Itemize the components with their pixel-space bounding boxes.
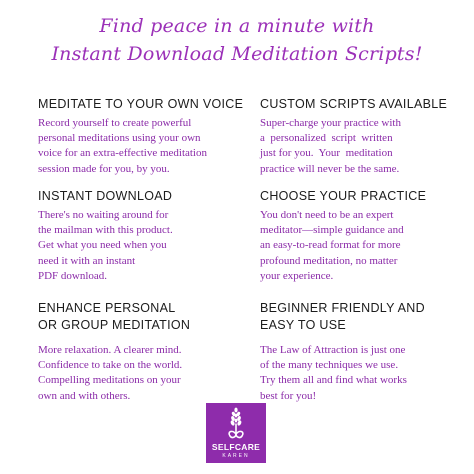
feature-body xyxy=(38,208,238,284)
feature-body xyxy=(260,116,460,177)
feature-heading-line: EASY TO USE xyxy=(260,318,346,332)
feature-beginner-friendly xyxy=(260,300,460,404)
feature-body-line: More relaxation. A clearer mind. xyxy=(38,344,182,356)
feature-enhance-meditation xyxy=(38,300,238,404)
feature-body-line: The Law of Attraction is just one xyxy=(260,344,406,356)
feature-body-line: Get what you need when you xyxy=(38,239,167,252)
feature-custom-scripts xyxy=(260,96,460,177)
feature-heading-line: MEDITATE TO YOUR OWN VOICE xyxy=(38,97,244,111)
feature-body-line: There's no waiting around for xyxy=(38,209,169,221)
logo-title: SELFCARE xyxy=(211,442,261,452)
feature-heading-line: CUSTOM SCRIPTS AVAILABLE xyxy=(260,97,448,111)
feature-body-line: voice for an extra-effective meditation xyxy=(38,147,207,160)
feature-heading-line: OR GROUP MEDITATION xyxy=(38,318,191,332)
feature-body xyxy=(260,343,460,404)
feature-body-line: best for you! xyxy=(260,389,317,402)
feature-body-line: Super-charge your practice with xyxy=(260,117,401,129)
lavender-icon xyxy=(223,407,249,443)
feature-heading-line: INSTANT DOWNLOAD xyxy=(38,189,173,203)
feature-body-line: Record yourself to create powerful xyxy=(38,117,192,129)
headline-line-1: Find peace in a minute with xyxy=(99,15,375,37)
feature-heading-line: ENHANCE PERSONAL xyxy=(38,301,176,315)
feature-body-line: need it with an instant xyxy=(38,254,136,267)
feature-heading xyxy=(38,300,238,334)
feature-heading-line: BEGINNER FRIENDLY AND xyxy=(260,301,425,315)
feature-body-line: own and with others. xyxy=(38,389,131,402)
feature-body-line: Try them all and find what works xyxy=(260,374,407,387)
feature-body-line: your experience. xyxy=(260,269,334,282)
feature-body-line: of the many techniques we use. xyxy=(260,359,399,372)
feature-body-line: You don't need to be an expert xyxy=(260,209,394,221)
headline-line-2: Instant Download Meditation Scripts! xyxy=(51,43,423,65)
feature-body-line: meditator—simple guidance and xyxy=(260,224,404,237)
feature-body xyxy=(38,116,238,177)
feature-body-line: session made for you, by you. xyxy=(38,162,170,175)
feature-heading xyxy=(260,300,460,334)
feature-heading xyxy=(260,188,460,205)
logo-subtitle: KAREN xyxy=(222,453,250,459)
feature-instant-download xyxy=(38,188,238,284)
feature-choose-practice xyxy=(260,188,460,284)
feature-body-line: Compelling meditations on your xyxy=(38,374,181,387)
feature-meditate-own-voice xyxy=(38,96,244,177)
feature-body-line: profound meditation, no matter xyxy=(260,254,398,267)
feature-heading-line: CHOOSE YOUR PRACTICE xyxy=(260,189,427,203)
feature-body xyxy=(260,208,460,284)
feature-heading xyxy=(38,188,238,205)
feature-body-line: Confidence to take on the world. xyxy=(38,359,183,372)
feature-body-line: just for you. Your meditation xyxy=(260,147,393,160)
feature-body-line: the mailman with this product. xyxy=(38,224,173,237)
feature-body xyxy=(38,343,238,404)
selfcare-karen-logo xyxy=(206,403,266,463)
feature-body-line: personal meditations using your own xyxy=(38,132,201,145)
feature-body-line: an easy-to-read format for more xyxy=(260,239,401,252)
feature-heading xyxy=(38,96,244,113)
feature-body-line: practice will never be the same. xyxy=(260,162,400,175)
feature-body-line: PDF download. xyxy=(38,269,108,282)
feature-heading xyxy=(260,96,460,113)
feature-body-line: a personalized script written xyxy=(260,132,393,145)
